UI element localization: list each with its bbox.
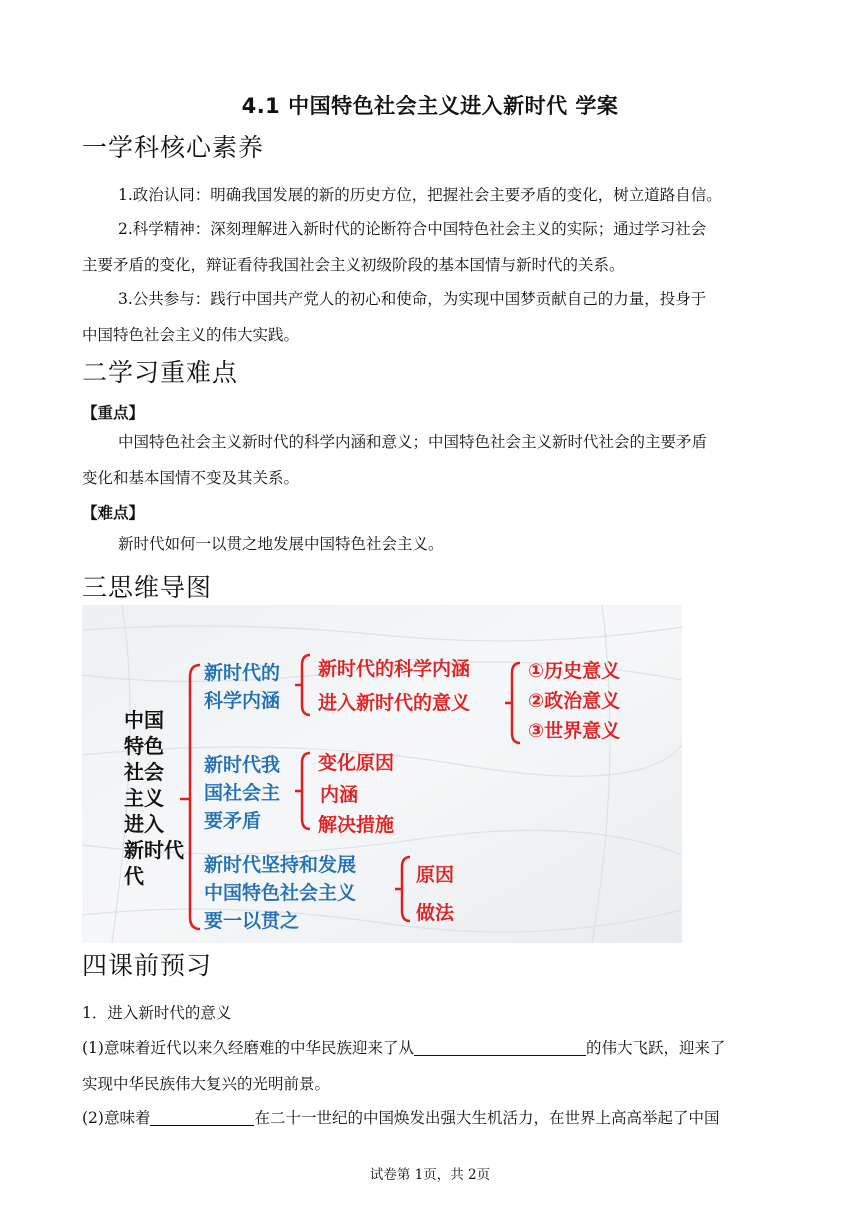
b3-line-2: 中国特色社会主义 — [204, 882, 357, 904]
root-line-1: 中国 — [124, 708, 164, 732]
b1-grand-1: ①历史意义 — [528, 660, 621, 682]
b2-child-3: 解决措施 — [318, 814, 395, 836]
section-heading-preview: 四课前预习 — [82, 951, 213, 980]
b3-line-1: 新时代坚持和发展 — [204, 854, 357, 876]
difficulty-label: 【难点】 — [82, 503, 145, 522]
core-text-3a: 3.公共参与：践行中国共产党人的初心和使命，为实现中国梦贡献自己的力量，投身于 — [118, 290, 707, 308]
key-paragraph — [82, 424, 782, 496]
b1-child-1: 新时代的科学内涵 — [318, 658, 471, 680]
difficulty-paragraph — [82, 526, 782, 562]
q1-prefix: (1)意味着近代以来久经磨难的中华民族迎来了从 — [82, 1039, 414, 1057]
preview-item-1: 1．进入新时代的意义 — [82, 1004, 232, 1022]
root-line-5: 进入 — [124, 812, 164, 836]
core-paragraph-1 — [82, 177, 782, 213]
root-line-4: 主义 — [124, 786, 164, 810]
b1-child-2: 进入新时代的意义 — [318, 692, 471, 714]
q2-blank[interactable] — [150, 1107, 254, 1126]
key-text-a: 中国特色社会主义新时代的科学内涵和意义；中国特色社会主义新时代社会的主要矛盾 — [118, 433, 708, 451]
b2-child-2: 内涵 — [320, 784, 359, 806]
page-footer: 试卷第 1页，共 2页 — [369, 1167, 491, 1183]
b3-line-3: 要一以贯之 — [204, 910, 300, 932]
b1-grand-3: ③世界意义 — [528, 720, 621, 742]
b1-line-1: 新时代的 — [204, 662, 281, 684]
b3-child-2: 做法 — [416, 902, 455, 924]
root-line-3: 社会 — [124, 760, 164, 784]
core-text-2b: 主要矛盾的变化，辩证看待我国社会主义初级阶段的基本国情与新时代的关系。 — [82, 256, 625, 274]
b2-line-2: 国社会主 — [204, 782, 281, 804]
q1-suffix: 的伟大飞跃，迎来了 — [585, 1039, 726, 1057]
preview-question-1 — [82, 1030, 782, 1102]
difficulty-text: 新时代如何一以贯之地发展中国特色社会主义。 — [118, 535, 444, 553]
root-line-7: 代 — [124, 864, 144, 888]
core-text-2a: 2.科学精神：深刻理解进入新时代的论断符合中国特色社会主义的实际；通过学习社会 — [118, 220, 707, 238]
mind-map-background — [82, 605, 682, 943]
preview-question-2 — [82, 1100, 782, 1136]
root-line-2: 特色 — [124, 734, 164, 758]
q1-continuation: 实现中华民族伟大复兴的光明前景。 — [82, 1075, 331, 1093]
root-line-6: 新时代 — [124, 838, 184, 862]
core-text-3b: 中国特色社会主义的伟大实践。 — [82, 326, 300, 344]
core-paragraph-3 — [82, 281, 782, 353]
b3-child-1: 原因 — [416, 864, 455, 886]
section-heading-keypoints: 二学习重难点 — [82, 358, 239, 387]
mind-map-image — [82, 605, 682, 943]
b2-line-3: 要矛盾 — [204, 810, 262, 832]
section-heading-core: 一学科核心素养 — [82, 133, 265, 162]
page-title: 4.1 中国特色社会主义进入新时代 学案 — [241, 94, 619, 118]
key-text-b: 变化和基本国情不变及其关系。 — [82, 469, 300, 487]
b1-line-2: 科学内涵 — [204, 690, 281, 712]
core-paragraph-2 — [82, 211, 782, 283]
b2-line-1: 新时代我 — [204, 754, 281, 776]
q1-blank[interactable] — [414, 1037, 586, 1056]
core-text-1: 1.政治认同：明确我国发展的新的历史方位，把握社会主要矛盾的变化，树立道路自信。 — [118, 186, 722, 204]
q2-suffix: 在二十一世纪的中国焕发出强大生机活力，在世界上高高举起了中国 — [254, 1109, 720, 1127]
b2-child-1: 变化原因 — [318, 752, 395, 774]
b1-grand-2: ②政治意义 — [528, 690, 621, 712]
section-heading-mindmap: 三思维导图 — [82, 573, 213, 602]
q2-prefix: (2)意味着 — [82, 1109, 151, 1127]
key-label: 【重点】 — [82, 403, 145, 422]
